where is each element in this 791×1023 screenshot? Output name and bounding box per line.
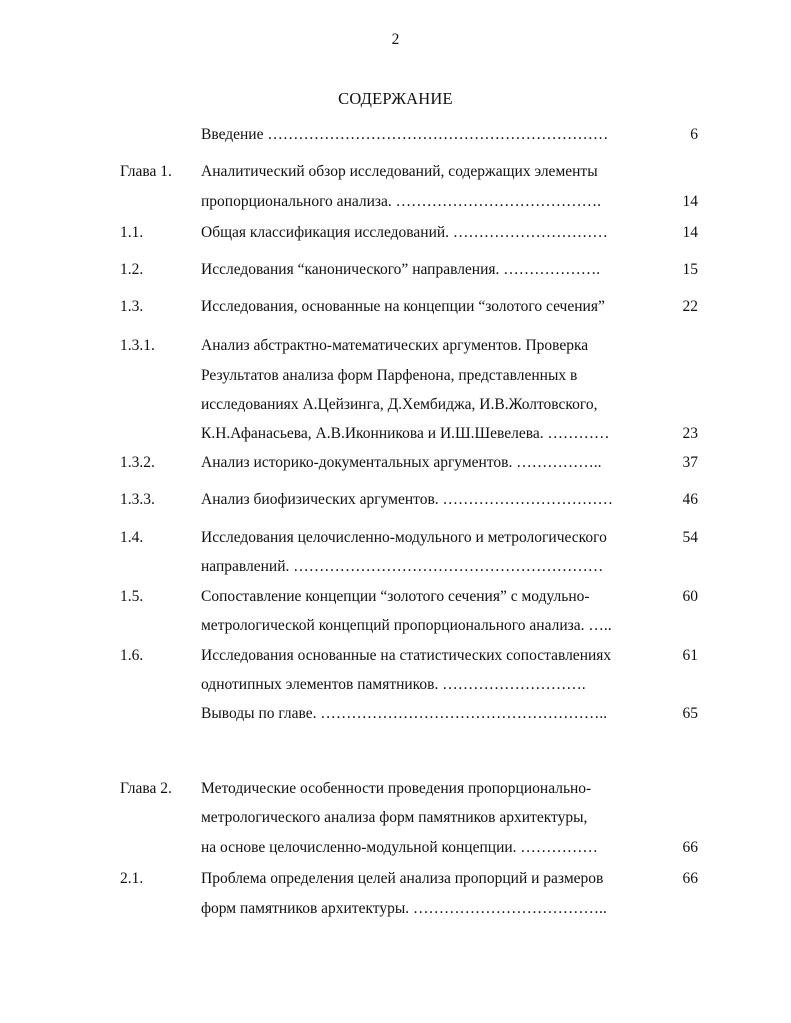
toc-number: 1.1. [120, 224, 144, 241]
toc-text: исследованиях А.Цейзинга, Д.Хембиджа, И.В.Жолтовского, [201, 396, 598, 413]
toc-number: Глава 2. [120, 780, 172, 797]
toc-text: Исследования, основанные на концепции “золотого сечения” [201, 298, 605, 315]
toc-page: 6 [690, 126, 698, 143]
toc-page: 23 [682, 425, 698, 442]
toc-page: 15 [682, 261, 698, 278]
toc-page: 65 [682, 705, 698, 722]
toc-page: 60 [682, 588, 698, 605]
toc-text: Аналитический обзор исследований, содержащих элементы [201, 163, 598, 180]
toc-number: 1.3. [120, 298, 144, 315]
toc-number: 1.6. [120, 647, 144, 664]
toc-number: 1.3.3. [120, 491, 155, 508]
toc-page: 61 [682, 647, 698, 664]
toc-text: метрологической концепций пропорционального анализа. ….. [201, 617, 612, 634]
toc-page: 14 [682, 224, 698, 241]
toc-page: 66 [682, 839, 698, 856]
toc-text: Анализ биофизических аргументов. …………………………… [201, 491, 614, 508]
page-number: 2 [391, 31, 400, 48]
toc-text: Проблема определения целей анализа пропорций и размеров [201, 870, 604, 887]
toc-text: на основе целочисленно-модульной концепции. …………… [201, 839, 598, 856]
toc-number: 1.2. [120, 261, 144, 278]
toc-number: 1.3.2. [120, 454, 155, 471]
toc-text: Исследования “канонического” направления. ………………. [201, 261, 601, 278]
toc-text: пропорционального анализа. …………………………………. [201, 193, 602, 210]
toc-number: Глава 1. [120, 163, 172, 180]
toc-page: 66 [682, 870, 698, 887]
toc-number: 2.1. [120, 870, 144, 887]
toc-text: Выводы по главе. ……………………………………………….. [201, 705, 608, 722]
toc-page: 22 [682, 298, 698, 315]
page-title: СОДЕРЖАНИЕ [338, 89, 453, 108]
toc-text: однотипных элементов памятников. ………………………. [201, 676, 586, 693]
toc-text: Исследования целочисленно-модульного и метрологического [201, 529, 607, 546]
toc-number: 1.3.1. [120, 337, 155, 354]
toc-text: Введение ………………………………………………………… [201, 126, 609, 143]
toc-page: 37 [682, 454, 698, 471]
toc-text: К.Н.Афанасьева, А.В.Иконникова и И.Ш.Шевелева. ………… [201, 425, 610, 442]
toc-text: Результатов анализа форм Парфенона, представленных в [201, 367, 578, 384]
toc-text: метрологического анализа форм памятников архитектуры, [201, 809, 588, 826]
toc-text: Анализ историко-документальных аргументов. …………….. [201, 454, 602, 471]
toc-number: 1.4. [120, 529, 144, 546]
toc-page: 46 [682, 491, 698, 508]
toc-page: 54 [682, 529, 698, 546]
toc-text: направлений. …………………………………………………… [201, 558, 604, 575]
toc-text: Исследования основанные на статистических сопоставлениях [201, 647, 612, 664]
toc-text: Методические особенности проведения пропорционально- [201, 780, 592, 797]
toc-number: 1.5. [120, 588, 144, 605]
toc-text: Сопоставление концепции “золотого сечения” с модульно- [201, 588, 590, 605]
toc-text: Анализ абстрактно-математических аргументов. Проверка [201, 337, 589, 354]
toc-text: Общая классификация исследований. ………………………… [201, 224, 608, 241]
toc-page: 14 [682, 193, 698, 210]
toc-text: форм памятников архитектуры. ……………………………….. [201, 900, 607, 917]
